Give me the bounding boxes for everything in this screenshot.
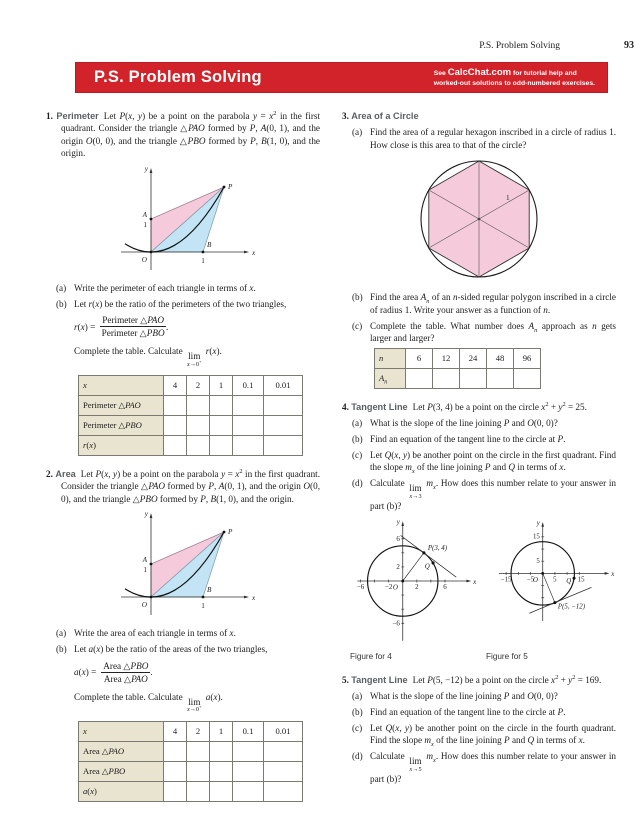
table-header-cell: x <box>79 375 164 395</box>
table-cell <box>164 435 187 455</box>
part-text: What is the slope of the line joining P and O(0, 0)? <box>370 690 558 701</box>
figure-hexagon <box>342 155 616 285</box>
y-tick-label: 6 <box>396 534 400 543</box>
part-text: Let Q(x, y) be another point on the circle in the fourth quadrant. Find the slope $m_x$ of the line joining P and Q in terms of x. <box>370 722 616 748</box>
radius-label: 1 <box>506 194 510 203</box>
formula-period: . <box>150 667 153 678</box>
part-label: (a) <box>352 418 363 429</box>
complete-table-instruction: Complete the table. Calculate lim x→0+ r(x). <box>74 346 222 368</box>
table-header-cell: n <box>375 348 406 368</box>
table-cell <box>433 368 460 388</box>
problem-2 <box>46 468 320 802</box>
part-text: Find an equation of the tangent line to the circle at P. <box>370 706 566 717</box>
point-A <box>150 217 153 220</box>
table-cell <box>233 741 264 761</box>
table-header-cell: 0.01 <box>264 721 303 741</box>
x-axis-arrow <box>466 579 471 582</box>
label-O: O <box>141 255 147 264</box>
y-tick-label: 15 <box>533 533 540 541</box>
y-tick-label: 5 <box>536 557 540 565</box>
table-header-row <box>375 348 541 368</box>
part-label: (a) <box>352 127 363 138</box>
table-header-cell: 0.1 <box>233 375 264 395</box>
y-axis-label: y <box>536 519 540 527</box>
note-see: See <box>433 69 446 77</box>
table-cell <box>187 415 210 435</box>
fraction <box>100 314 169 339</box>
tangent-line <box>401 535 457 577</box>
table-row <box>79 761 303 781</box>
table-cell <box>164 395 187 415</box>
problem-2-statement <box>46 468 320 505</box>
problem-intro: Let P(3, 4) be a point on the circle $x^2 + y^2 = 25$. <box>412 400 587 412</box>
y-axis-arrow <box>401 521 404 526</box>
table-cell <box>264 781 303 801</box>
tick-1-x: 1 <box>201 602 205 611</box>
point-B <box>202 250 205 253</box>
problem-number: 5. <box>342 674 349 685</box>
part-b <box>352 433 616 445</box>
part-label: (a) <box>56 282 67 293</box>
part-label: (d) <box>352 478 363 489</box>
table-header-cell: 12 <box>433 348 460 368</box>
table-row <box>79 781 303 801</box>
problem-intro: Let P(x, y) be a point on the parabola $y = x^2$ in the first quadrant. Consider the triangle △PAO formed by P, A(0, 1), and the origin O(0, 0), and the triangle △PBO formed by P, B(1, 0), and the origin. <box>61 467 321 504</box>
table-row <box>79 415 303 435</box>
x-axis-label: x <box>473 577 477 586</box>
problem-intro: Let P(5, −12) be a point on the circle $x^2 + y^2 = 169$. <box>412 673 602 685</box>
label-B: B <box>207 240 212 249</box>
tick-1-x: 1 <box>201 256 205 265</box>
table-header-row <box>79 375 303 395</box>
label-A: A <box>142 556 147 565</box>
circle-diagram-5 <box>478 517 616 645</box>
table-header-cell: 6 <box>406 348 433 368</box>
table-header-cell: 2 <box>187 721 210 741</box>
table-row <box>79 395 303 415</box>
page-number: 93 <box>624 40 634 51</box>
problem-keyword: Tangent Line <box>351 401 408 412</box>
parabola-diagram <box>103 509 263 621</box>
table-cell <box>264 761 303 781</box>
point-Q <box>573 576 576 579</box>
label-A: A <box>142 210 147 219</box>
table-row <box>375 368 541 388</box>
part-text: Let a(x) be the ratio of the areas of the two triangles, <box>74 644 268 655</box>
x-tick-label: −5 <box>526 576 535 584</box>
table-cell <box>233 781 264 801</box>
part-b <box>56 298 320 310</box>
part-text: What is the slope of the line joining P and O(0, 0)? <box>370 418 558 429</box>
table-cell <box>187 435 210 455</box>
fraction-numerator: Perimeter △PAO <box>100 315 166 328</box>
x-tick-label: 15 <box>577 576 585 584</box>
table-cell <box>187 761 210 781</box>
part-label: (c) <box>352 320 363 331</box>
part-text: Complete the table. What number does $A_n$ approach as n gets larger and larger? <box>370 320 616 343</box>
problem-3 <box>342 110 616 389</box>
problem-number: 4. <box>342 401 349 412</box>
part-text: Calculate lim x→5 $m_x$. How does this number relate to your answer in part (b)? <box>370 751 616 784</box>
table-cell <box>487 368 514 388</box>
part-c <box>352 320 616 345</box>
parabola-diagram <box>103 164 263 276</box>
calcchat-brand: CalcChat.com <box>447 66 512 78</box>
y-axis-label: y <box>396 517 400 526</box>
table-row <box>79 741 303 761</box>
left-column <box>46 110 320 814</box>
part-text: Calculate lim x→3 $m_x$. How does this number relate to your answer in part (b)? <box>370 478 616 512</box>
fraction-denominator: Area △PAO <box>103 673 148 684</box>
part-b <box>352 291 616 316</box>
problem-3-statement <box>342 110 616 122</box>
part-d <box>352 477 616 512</box>
figure-4-caption: Figure for 4 <box>350 652 392 662</box>
part-label: (b) <box>352 434 363 445</box>
table-header-cell: 1 <box>210 375 233 395</box>
part-a <box>352 126 616 151</box>
row-label: a(x) <box>79 781 164 801</box>
problem-1-statement <box>46 110 320 160</box>
circle-diagram-4 <box>342 517 477 645</box>
part-text: Write the perimeter of each triangle in terms of x. <box>74 282 256 293</box>
part-label: (c) <box>352 722 363 733</box>
table-cell <box>460 368 487 388</box>
figure-5-caption: Figure for 5 <box>486 652 528 662</box>
x-tick-label: 2 <box>415 582 419 591</box>
section-banner <box>75 62 608 93</box>
calcchat-note <box>434 66 595 90</box>
table-cell <box>233 761 264 781</box>
problem-1 <box>46 110 320 456</box>
center-point <box>478 218 481 221</box>
table-cell <box>210 761 233 781</box>
running-head-title: P.S. Problem Solving <box>479 41 560 51</box>
ratio-formula <box>74 315 320 339</box>
point-P <box>422 551 425 554</box>
fraction-denominator: Perimeter △PBO <box>101 327 165 338</box>
y-tick-label: −6 <box>392 619 400 628</box>
row-label: Perimeter △PBO <box>79 415 164 435</box>
table-cell <box>187 395 210 415</box>
part-text: Find the area of a regular hexagon inscribed in a circle of radius 1. How close is this area to that of the circle? <box>370 127 616 150</box>
table-cell <box>164 415 187 435</box>
label-P: P <box>228 528 233 537</box>
y-axis-arrow <box>541 522 544 527</box>
ratio-formula <box>74 661 320 685</box>
table-cell <box>264 435 303 455</box>
y-axis-label: y <box>144 164 148 173</box>
part-a <box>56 627 320 639</box>
part-label: (b) <box>352 292 363 303</box>
table-cell <box>210 781 233 801</box>
table-cell <box>210 435 233 455</box>
table-header-cell: 4 <box>164 375 187 395</box>
problem-keyword: Tangent Line <box>351 674 408 685</box>
point-A <box>150 563 153 566</box>
point-O <box>150 250 153 253</box>
note-line2: worked-out solutions to odd-numbered exercises. <box>433 80 595 88</box>
figure-circle-5 <box>478 517 616 672</box>
table-cell <box>210 395 233 415</box>
complete-table-instruction: Complete the table. Calculate lim x→0+ a(x). <box>74 691 223 714</box>
fraction-numerator: Area △PBO <box>101 661 150 674</box>
part-label: (d) <box>352 751 363 762</box>
table-header-cell: 0.1 <box>233 721 264 741</box>
x-axis-arrow <box>244 596 249 599</box>
table-cell <box>233 395 264 415</box>
tick-1-y: 1 <box>143 220 147 229</box>
figures-4-5 <box>342 517 616 672</box>
problem-5-statement <box>342 674 616 686</box>
table-header-cell: x <box>79 721 164 741</box>
table-cell <box>164 781 187 801</box>
table-cell <box>187 781 210 801</box>
part-d <box>352 750 616 785</box>
point-B <box>202 596 205 599</box>
x-tick-label: 5 <box>553 576 557 584</box>
row-label: $A_n$ <box>375 368 406 388</box>
table-header-cell: 48 <box>487 348 514 368</box>
table-header-cell: 1 <box>210 721 233 741</box>
table-header-cell: 4 <box>164 721 187 741</box>
y-axis-arrow <box>150 168 153 173</box>
point-O <box>401 579 404 582</box>
figure-parabola-2 <box>46 509 320 621</box>
row-label: Area △PBO <box>79 761 164 781</box>
table-cell <box>264 741 303 761</box>
part-c <box>352 449 616 474</box>
table-cell <box>264 395 303 415</box>
problem-5 <box>342 674 616 786</box>
tick-1-y: 1 <box>143 566 147 575</box>
part-text: Find the area $A_n$ of an n-sided regular polygon inscribed in a circle of radius 1. Write your answer as a function of n. <box>370 292 616 315</box>
part-label: (b) <box>56 298 67 309</box>
y-tick-label: 2 <box>396 562 400 571</box>
label-Q: Q <box>424 562 430 571</box>
part-c <box>352 722 616 747</box>
x-tick-label: −6 <box>356 582 365 591</box>
part-text: Let Q(x, y) be another point on the circle in the first quadrant. Find the slope $m_x$ of the line joining P and Q in terms of x. <box>370 450 616 476</box>
table-cell <box>187 741 210 761</box>
x-tick-label: −15 <box>500 576 512 584</box>
part-b <box>56 643 320 655</box>
table-problem-2 <box>78 721 303 802</box>
table-row <box>79 435 303 455</box>
running-head <box>479 40 634 51</box>
label-P: P(5, −12) <box>557 603 585 611</box>
problem-intro: Let P(x, y) be a point on the parabola $y = x^2$ in the first quadrant. Consider the triangle △PAO formed by P, A(0, 1), and the origin O(0, 0), and the triangle △PBO formed by P, B(1, 0), and the origin. <box>61 109 321 159</box>
part-label: (a) <box>56 628 67 639</box>
hexagon-diagram <box>389 155 569 285</box>
table-cell <box>514 368 541 388</box>
x-axis-arrow <box>605 572 610 575</box>
part-text: Find an equation of the tangent line to the circle at P. <box>370 434 566 445</box>
point-P <box>553 601 556 604</box>
label-B: B <box>207 586 212 595</box>
part-b <box>352 706 616 718</box>
x-axis-label: x <box>611 570 615 578</box>
note-line1: for tutorial help and <box>512 69 577 77</box>
y-axis-arrow <box>150 513 153 518</box>
part-label: (c) <box>352 450 363 461</box>
row-label: Perimeter △PAO <box>79 395 164 415</box>
part-a <box>352 690 616 702</box>
problem-keyword: Area of a Circle <box>351 111 419 121</box>
row-label: r(x) <box>79 435 164 455</box>
row-label: Area △PAO <box>79 741 164 761</box>
part-label: (b) <box>56 644 67 655</box>
part-label: (b) <box>352 706 363 717</box>
problem-4-statement <box>342 401 616 413</box>
point-O <box>541 572 544 575</box>
point-P <box>223 531 226 534</box>
point-Q <box>431 561 434 564</box>
part-a <box>352 417 616 429</box>
x-axis-label: x <box>252 594 256 603</box>
point-O <box>150 596 153 599</box>
right-column <box>342 110 616 789</box>
radius-OP <box>403 553 424 581</box>
problem-number: 2. <box>46 468 53 479</box>
problem-number: 3. <box>342 111 349 121</box>
figure-circle-4 <box>342 517 478 672</box>
problem-keyword: Area <box>55 468 76 479</box>
x-axis-label: x <box>252 248 256 257</box>
point-P <box>223 185 226 188</box>
problem-number: 1. <box>46 111 53 121</box>
part-text: Let r(x) be the ratio of the perimeters of the two triangles, <box>74 298 287 309</box>
table-problem-3 <box>374 348 541 389</box>
label-O: O <box>392 583 398 592</box>
table-problem-1 <box>78 375 303 456</box>
table-cell <box>406 368 433 388</box>
table-cell <box>164 761 187 781</box>
formula-period: . <box>166 321 169 332</box>
label-Q: Q <box>566 577 572 585</box>
x-axis-arrow <box>244 250 249 253</box>
table-header-row <box>79 721 303 741</box>
formula-lhs: r(x) = <box>74 321 96 332</box>
section-title: P.S. Problem Solving <box>94 68 262 86</box>
label-O: O <box>141 601 147 610</box>
formula-lhs: a(x) = <box>74 667 97 678</box>
table-cell <box>264 415 303 435</box>
part-a <box>56 282 320 294</box>
table-cell <box>210 741 233 761</box>
y-axis-label: y <box>144 510 148 519</box>
table-header-cell: 24 <box>460 348 487 368</box>
problem-4 <box>342 401 616 513</box>
table-cell <box>210 415 233 435</box>
label-P: P <box>228 182 233 191</box>
problem-keyword: Perimeter <box>56 111 99 121</box>
part-label: (a) <box>352 690 363 701</box>
table-cell <box>233 435 264 455</box>
label-O: O <box>533 576 538 584</box>
table-header-cell: 0.01 <box>264 375 303 395</box>
table-header-cell: 2 <box>187 375 210 395</box>
x-tick-label: 6 <box>443 582 447 591</box>
x-tick-label: −2 <box>384 582 393 591</box>
table-header-cell: 96 <box>514 348 541 368</box>
figure-parabola-1 <box>46 164 320 276</box>
part-text: Write the area of each triangle in terms of x. <box>74 628 236 639</box>
table-cell <box>233 415 264 435</box>
table-cell <box>164 741 187 761</box>
fraction <box>101 660 153 685</box>
label-P: P(3, 4) <box>427 543 448 552</box>
